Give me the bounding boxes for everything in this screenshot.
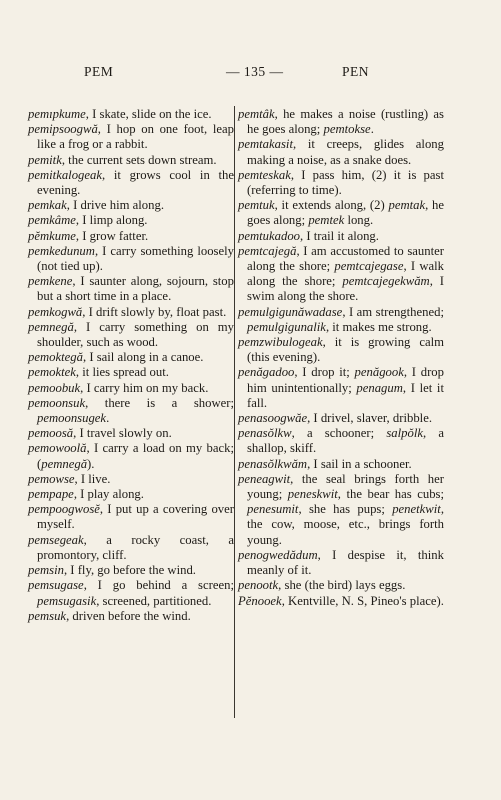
headword: pemtak xyxy=(388,198,426,213)
headword: pemtokse xyxy=(323,122,371,137)
dictionary-entry xyxy=(28,213,234,228)
headword: pemteskak xyxy=(238,167,291,182)
dictionary-entry xyxy=(28,274,234,304)
definition-text: , it is growing calm (this evening). xyxy=(247,335,444,365)
headword: penasoogwăe xyxy=(238,411,308,426)
headword: pemkene xyxy=(28,274,73,289)
headword: pemoktegă xyxy=(28,350,83,365)
column-divider xyxy=(234,106,235,718)
running-head xyxy=(0,64,501,82)
headword: pemoonsuk xyxy=(28,395,86,410)
headword: pemoonsugek xyxy=(37,411,107,426)
headword: penogwedădum xyxy=(238,547,318,562)
dictionary-entry xyxy=(238,426,444,456)
dictionary-entry xyxy=(28,426,234,441)
dictionary-entry xyxy=(28,502,234,532)
headword: pemsuk xyxy=(28,608,67,623)
definition-text: , I carry something loosely (not tied up). xyxy=(37,243,234,274)
headword: pemoktek xyxy=(28,365,76,380)
headword: penasŏlkw xyxy=(238,426,292,441)
definition-text: , I am strengthened; xyxy=(342,304,444,319)
definition-text: , I drop it; xyxy=(294,365,355,380)
headword: pemkedunum xyxy=(28,243,95,258)
dictionary-entry xyxy=(238,457,444,472)
definition-text: , I despise it, think meanly of it. xyxy=(247,547,444,578)
dictionary-entry xyxy=(28,396,234,426)
dictionary-entry xyxy=(28,609,234,624)
dictionary-entry xyxy=(238,548,444,578)
headword: pemnegă xyxy=(28,319,74,334)
definition-text: , screened, partitioned. xyxy=(96,593,212,608)
definition-text: , driven before the wind. xyxy=(66,608,191,623)
definition-text: , the current sets down stream. xyxy=(61,152,217,167)
dictionary-entry xyxy=(28,122,234,152)
headword: pemoobuk xyxy=(28,380,81,395)
definition-text: , I skate, slide on the ice. xyxy=(85,107,212,121)
definition-text: , I live. xyxy=(74,471,111,486)
dictionary-entry xyxy=(238,335,444,365)
dictionary-entry xyxy=(238,411,444,426)
headword: penootk xyxy=(238,578,279,593)
headword: pemtukadoo xyxy=(238,228,301,243)
definition-text: , a schooner; xyxy=(291,426,387,441)
dictionary-entry xyxy=(28,320,234,350)
headword: penesumit xyxy=(247,502,299,517)
definition-text: , I carry a load on my back; ( xyxy=(37,441,234,471)
headword: pemoosă xyxy=(28,426,74,441)
headword: pemitk xyxy=(28,152,62,167)
definition-text: , he makes a noise (rustling) as he goes along; xyxy=(247,107,444,137)
definition-text: , I drift slowly by, float past. xyxy=(82,304,227,319)
dictionary-entry xyxy=(28,365,234,380)
dictionary-entry xyxy=(28,198,234,213)
definition-text: , I carry him on my back. xyxy=(80,380,209,395)
dictionary-entry xyxy=(28,381,234,396)
headword: pemsin xyxy=(28,563,64,578)
definition-text: , I travel slowly on. xyxy=(73,426,172,441)
definition-text: , the cow, moose, etc., brings forth young. xyxy=(247,502,444,547)
headword: pemtcajegase xyxy=(334,259,404,274)
definition-text: , I saunter along, sojourn, stop but a short time in a place. xyxy=(37,274,234,304)
headword: pemkogwă xyxy=(28,304,83,319)
definition-text: , I hop on one foot, leap like a frog or a rabbit. xyxy=(37,122,234,152)
dictionary-entry xyxy=(28,578,234,608)
headword: pemsugasik xyxy=(37,593,97,608)
header-right-guideword: PEN xyxy=(342,64,370,79)
dictionary-entry xyxy=(238,244,444,305)
headword: pemowse xyxy=(28,471,75,486)
definition-text: , there is a shower; xyxy=(85,395,234,410)
headword: peneagwit xyxy=(238,471,291,486)
definition-text: , a shallop, skiff. xyxy=(247,426,444,456)
headword: pemulgigunalik xyxy=(247,319,326,334)
definition-text: , I limp along. xyxy=(75,213,148,228)
definition-text: , it grows cool in the evening. xyxy=(37,167,234,198)
headword: pemtcajegă xyxy=(238,243,297,258)
headword: pemtuk xyxy=(238,198,275,213)
definition-text: , I trail it along. xyxy=(300,228,379,243)
definition-text: , a rocky coast, a promontory, cliff. xyxy=(37,532,234,562)
definition-text: . xyxy=(106,411,110,426)
dictionary-entry xyxy=(28,533,234,563)
dictionary-entry xyxy=(28,487,234,502)
definition-text: , I drive him along. xyxy=(66,198,165,213)
headword: pempape xyxy=(28,487,74,502)
definition-text: , Kentville, N. S, Pineo's place). xyxy=(281,593,444,608)
headword: salpŏlk xyxy=(386,426,423,441)
definition-text: , I drivel, slaver, dribble. xyxy=(307,411,432,426)
dictionary-entry xyxy=(238,305,444,335)
definition-text: , I am accustomed to saunter along the shore; xyxy=(247,243,444,274)
headword: pemtek xyxy=(308,213,345,228)
headword: pempoogwosĕ xyxy=(28,502,100,517)
headword: peneskwit xyxy=(287,487,338,502)
dictionary-entry xyxy=(238,472,444,548)
dictionary-entry xyxy=(28,563,234,578)
dictionary-entry xyxy=(28,168,234,198)
definition-text: , I let it fall. xyxy=(247,380,444,410)
definition-text: , I pass him, (2) it is past (referring to time). xyxy=(247,167,444,198)
headword: Pĕnooek xyxy=(238,593,282,608)
headword: pemtakasit xyxy=(238,137,293,152)
headword: penagum xyxy=(356,380,403,395)
headword: pemsugase xyxy=(28,578,84,593)
headword: pemıpkume xyxy=(28,107,86,121)
definition-text: , I put up a covering over myself. xyxy=(37,502,234,532)
definition-text: , I sail in a schooner. xyxy=(307,456,412,471)
dictionary-entry xyxy=(28,107,234,122)
dictionary-entry xyxy=(28,350,234,365)
left-column xyxy=(28,107,234,624)
headword: pemsegeak xyxy=(28,532,84,547)
definition-text: , it lies spread out. xyxy=(75,365,169,380)
headword: pemnegă xyxy=(41,456,88,471)
headword: penăgook xyxy=(354,365,404,380)
headword: pemulgigunăwadase xyxy=(238,304,343,319)
dictionary-entry xyxy=(238,229,444,244)
definition-text: , I walk along the shore; xyxy=(247,259,444,289)
definition-text: long. xyxy=(344,213,374,228)
headword: penetkwit xyxy=(392,502,441,517)
headword: pĕmkume xyxy=(28,228,76,243)
definition-text: , I carry something on my shoulder, such as wood. xyxy=(37,319,234,350)
definition-text: . xyxy=(370,122,374,137)
headword: pemkak xyxy=(28,198,67,213)
definition-text: , it extends along, (2) xyxy=(274,198,389,213)
headword: penăgadoo xyxy=(238,365,295,380)
dictionary-entry xyxy=(28,244,234,274)
right-column xyxy=(238,107,444,609)
headword: pemtâk xyxy=(238,107,275,121)
dictionary-entry xyxy=(238,107,444,137)
definition-text: , she has pups; xyxy=(298,502,393,517)
definition-text: , I fly, go before the wind. xyxy=(63,563,196,578)
dictionary-entry xyxy=(238,168,444,198)
dictionary-entry xyxy=(28,305,234,320)
definition-text: , I swim along the shore. xyxy=(247,274,444,304)
definition-text: , the seal brings forth her young; xyxy=(247,471,444,502)
headword: pemkâme xyxy=(28,213,76,228)
dictionary-entry xyxy=(28,229,234,244)
dictionary-entry xyxy=(238,198,444,228)
definition-text: ). xyxy=(87,456,95,471)
headword: pemtcajegekwăm xyxy=(342,274,430,289)
dictionary-entry xyxy=(238,578,444,593)
headword: pemowoolă xyxy=(28,441,87,456)
definition-text: , it makes me strong. xyxy=(325,319,432,334)
definition-text: , I play along. xyxy=(73,487,144,502)
dictionary-entry xyxy=(238,594,444,609)
definition-text: , I sail along in a canoe. xyxy=(82,350,204,365)
dictionary-entry xyxy=(28,441,234,471)
definition-text: , I go behind a screen; xyxy=(83,578,234,593)
dictionary-entry xyxy=(28,153,234,168)
header-left-guideword: PEM xyxy=(84,64,114,79)
definition-text: , it creeps, glides along making a noise, as a snake does. xyxy=(247,137,444,167)
definition-text: , the bear has cubs; xyxy=(337,487,444,502)
headword: pemzwibulogeak xyxy=(238,335,323,350)
dictionary-entry xyxy=(28,472,234,487)
dictionary-entry xyxy=(238,365,444,411)
definition-text: , I drop him unintentionally; xyxy=(247,365,444,395)
headword: penasŏlkwăm xyxy=(238,456,308,471)
dictionary-entry xyxy=(238,137,444,167)
page-number: — 135 — xyxy=(226,64,284,79)
definition-text: , I grow fatter. xyxy=(75,228,149,243)
headword: pemipsoogwă xyxy=(28,122,98,137)
headword: pemitkalogeak xyxy=(28,167,102,182)
definition-text: , she (the bird) lays eggs. xyxy=(278,578,406,593)
definition-text: , he goes along; xyxy=(247,198,444,228)
